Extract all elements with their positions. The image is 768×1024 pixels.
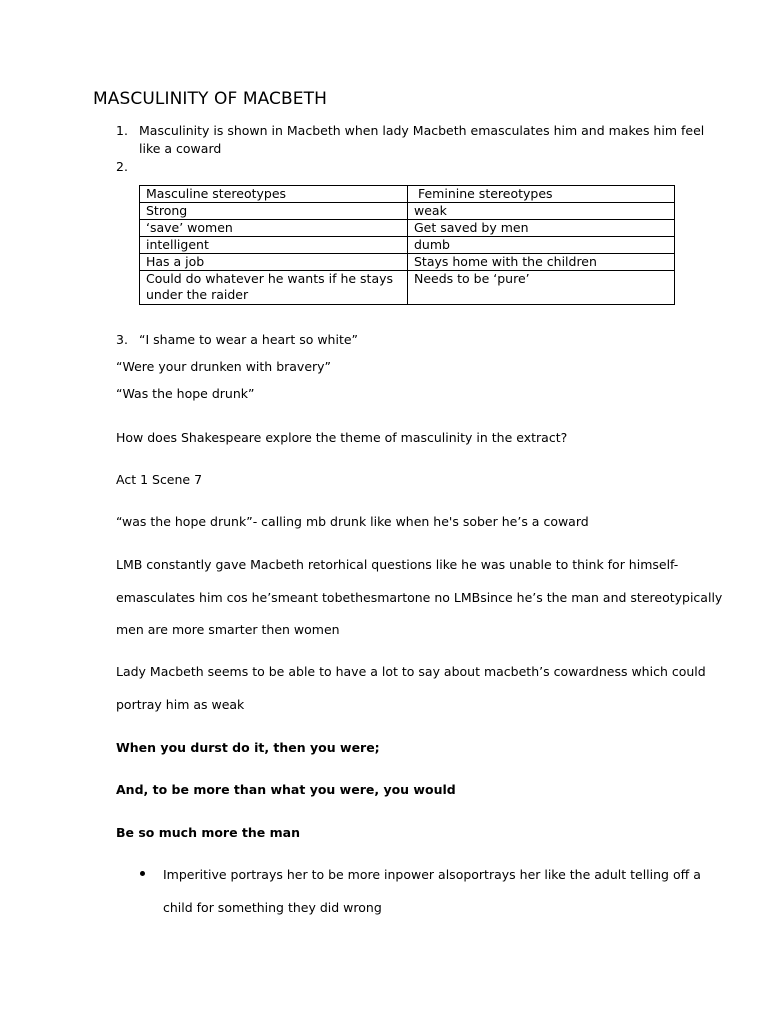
list-item-1-line1: Masculinity is shown in Macbeth when lady Macbeth emasculates him and makes him feel (139, 123, 705, 138)
table-cell: Get saved by men (408, 220, 675, 237)
bullet-line: child for something they did wrong (163, 900, 382, 915)
act-scene-heading: Act 1 Scene 7 (116, 472, 203, 487)
list-number-2: 2. (116, 159, 128, 174)
table-header-feminine: Feminine stereotypes (408, 186, 675, 203)
quote-line: “Was the hope drunk” (116, 386, 255, 401)
table-cell: Needs to be ‘pure’ (408, 271, 675, 305)
table-cell: Stays home with the children (408, 254, 675, 271)
list-number-1: 1. (116, 123, 128, 138)
table-cell: Has a job (140, 254, 408, 271)
list-item-3-text: “I shame to wear a heart so white” (139, 332, 359, 347)
table-cell: dumb (408, 237, 675, 254)
list-item-1-line2: like a coward (139, 141, 222, 156)
paragraph-line: LMB constantly gave Macbeth retorhical questions like he was unable to think for himself- (116, 557, 679, 572)
paragraph-line: Lady Macbeth seems to be able to have a lot to say about macbeth’s cowardness which could (116, 664, 706, 679)
table-cell-line: Could do whatever he wants if he stays (146, 271, 394, 286)
stereotypes-table (139, 185, 675, 305)
table-row (140, 203, 675, 220)
bullet-line: Imperitive portrays her to be more inpower alsoportrays her like the adult telling off a (163, 867, 701, 882)
bullet-icon (140, 871, 145, 876)
list-number-3: 3. (116, 332, 128, 347)
paragraph-line: men are more smarter then women (116, 622, 340, 637)
table-row (140, 254, 675, 271)
bold-quote-line: Be so much more the man (116, 825, 300, 840)
table-cell: ‘save’ women (140, 220, 408, 237)
table-row (140, 237, 675, 254)
paragraph-line: “was the hope drunk”- calling mb drunk like when he's sober he’s a coward (116, 514, 589, 529)
bold-quote-line: And, to be more than what you were, you would (116, 782, 456, 797)
table-cell: Strong (140, 203, 408, 220)
table-cell (140, 271, 408, 305)
table-cell-line: under the raider (146, 287, 249, 302)
table-cell: weak (408, 203, 675, 220)
essay-question: How does Shakespeare explore the theme of masculinity in the extract? (116, 430, 568, 445)
table-cell: intelligent (140, 237, 408, 254)
table-header-masculine: Masculine stereotypes (140, 186, 408, 203)
quote-line: “Were your drunken with bravery” (116, 359, 332, 374)
paragraph-line: portray him as weak (116, 697, 245, 712)
paragraph-line: emasculates him cos he’smeant tobethesmartone no LMBsince he’s the man and stereotypically (116, 590, 723, 605)
table-row (140, 220, 675, 237)
table-header-row (140, 186, 675, 203)
table-row (140, 271, 675, 305)
bold-quote-line: When you durst do it, then you were; (116, 740, 380, 755)
page-title: MASCULINITY OF MACBETH (93, 89, 327, 109)
